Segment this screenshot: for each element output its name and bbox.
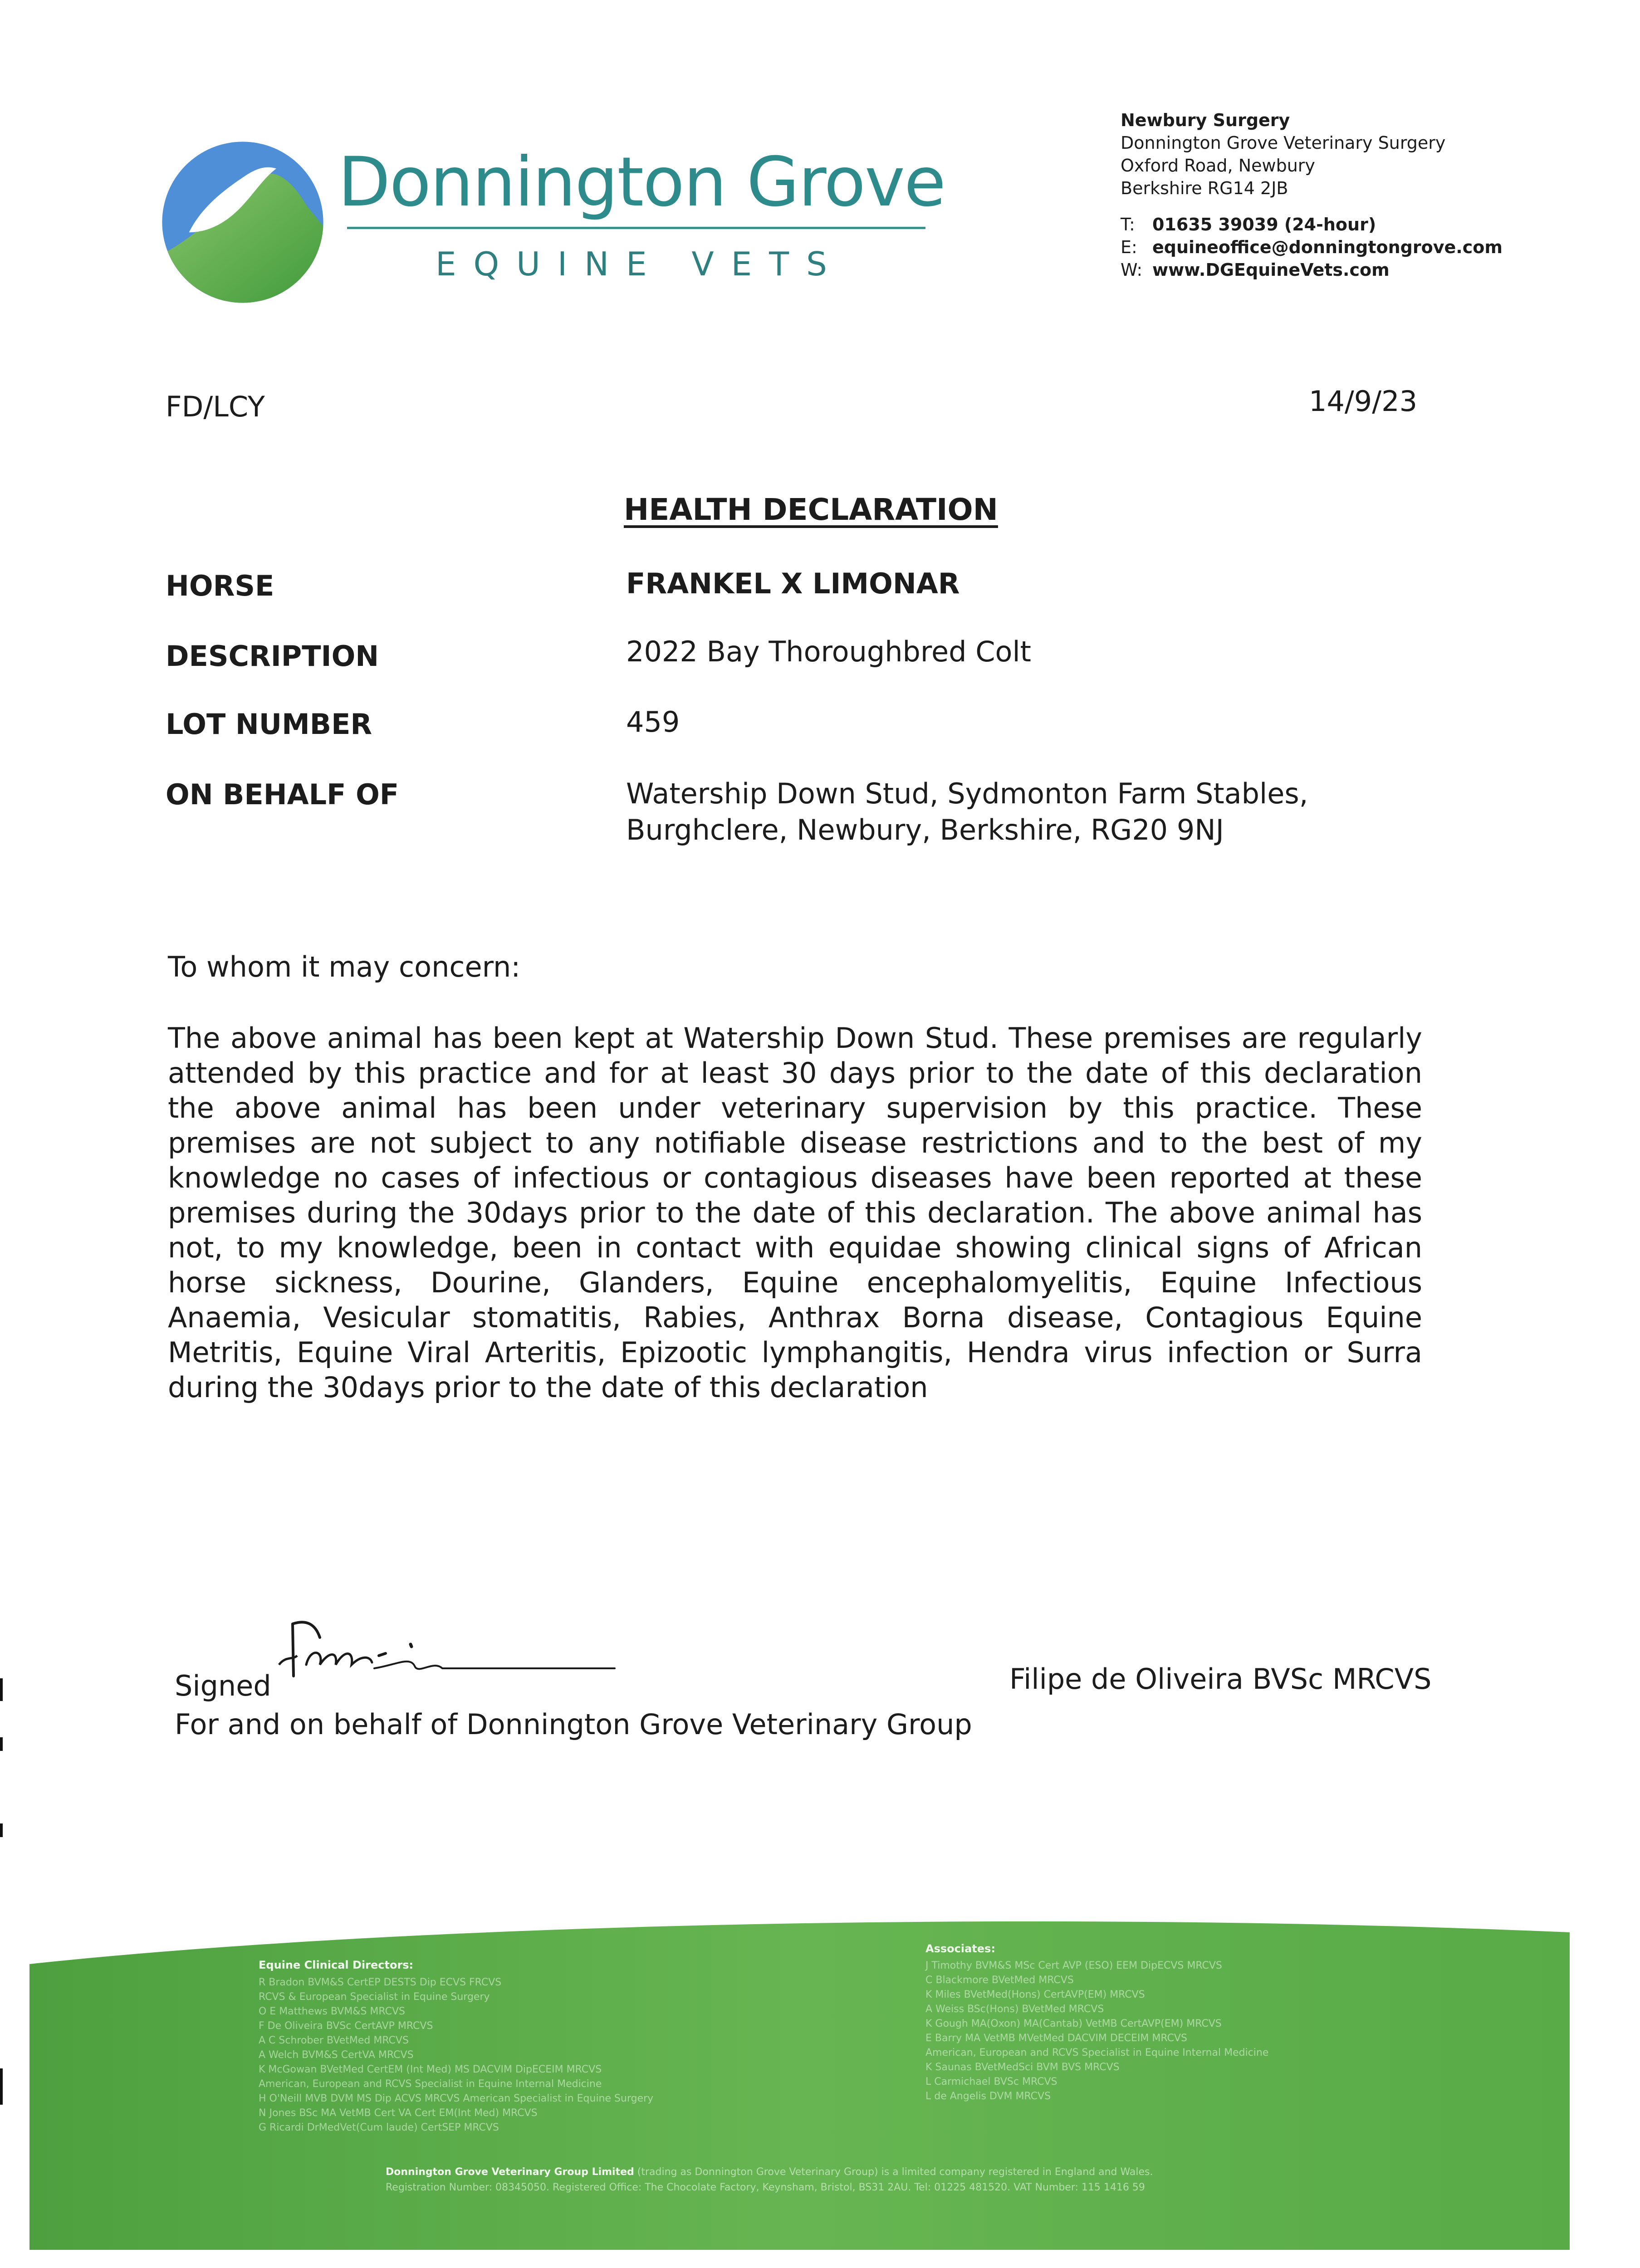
footer-company-info <box>386 2165 1153 2195</box>
brand-subtitle: EQUINE VETS <box>436 245 844 283</box>
document-title: HEALTH DECLARATION <box>624 492 998 527</box>
company-name: Donnington Grove Veterinary Group Limited <box>386 2166 634 2178</box>
salutation: To whom it may concern: <box>168 950 521 983</box>
list-item: C Blackmore BVetMed MRCVS <box>925 1975 1074 1986</box>
contact-website: W: www.DGEquineVets.com <box>1121 260 1390 280</box>
list-item: N Jones BSc MA VetMB Cert VA Cert EM(Int Med) MRCVS <box>259 2107 538 2119</box>
document-date: 14/9/23 <box>1309 385 1418 418</box>
list-item: G Ricardi DrMedVet(Cum laude) CertSEP MRCVS <box>259 2122 499 2133</box>
list-item: RCVS & European Specialist in Equine Surgery <box>259 1991 490 2003</box>
footer-directors-list <box>259 1975 653 2135</box>
list-item: American, European and RCVS Specialist in Equine Internal Medicine <box>925 2047 1269 2058</box>
list-item: American, European and RCVS Specialist in Equine Internal Medicine <box>259 2078 602 2090</box>
field-label-lot-number: LOT NUMBER <box>166 708 372 741</box>
scan-mark <box>0 2068 3 2105</box>
field-label-on-behalf-of: ON BEHALF OF <box>166 778 399 811</box>
field-value-lot-number: 459 <box>626 705 680 738</box>
handwritten-signature-icon <box>261 1588 628 1706</box>
contact-details <box>1121 213 1503 281</box>
brand-divider <box>347 227 925 229</box>
address-line: Oxford Road, Newbury <box>1121 156 1315 176</box>
footer-associates-list <box>925 1959 1268 2104</box>
footer-directors-title: Equine Clinical Directors: <box>259 1959 414 1971</box>
scan-mark <box>0 1678 3 1701</box>
list-item: J Timothy BVM&S MSc Cert AVP (ESO) EEM DipECVS MRCVS <box>925 1960 1222 1971</box>
donnington-grove-logo-icon <box>159 138 327 306</box>
list-item: E Barry MA VetMB MVetMed DACVIM DECEIM MRCVS <box>925 2033 1187 2044</box>
field-value-on-behalf-of <box>626 776 1308 848</box>
list-item: L Carmichael BVSc MRCVS <box>925 2076 1057 2087</box>
reference-code: FD/LCY <box>166 390 265 423</box>
list-item: K Gough MA(Oxon) MA(Cantab) VetMB CertAVP(EM) MRCVS <box>925 2018 1222 2029</box>
field-label-horse: HORSE <box>166 569 274 602</box>
contact-email: E: equineoffice@donningtongrove.com <box>1121 237 1503 257</box>
list-item: K McGowan BVetMed CertEM (Int Med) MS DACVIM DipECEIM MRCVS <box>259 2064 602 2075</box>
list-item: F De Oliveira BVSc CertAVP MRCVS <box>259 2020 433 2032</box>
surgery-address <box>1121 109 1445 200</box>
address-line: Donnington Grove Veterinary Surgery <box>1121 133 1446 153</box>
brand-name: Donnington Grove <box>338 143 945 222</box>
vet-name: Filipe de Oliveira BVSc MRCVS <box>1009 1662 1432 1696</box>
company-line: (trading as Donnington Grove Veterinary Group) is a limited company registered in England and Wales. <box>637 2166 1153 2178</box>
list-item: H O'Neill MVB DVM MS Dip ACVS MRCVS American Specialist in Equine Surgery <box>259 2093 654 2104</box>
list-item: K Miles BVetMed(Hons) CertAVP(EM) MRCVS <box>925 1989 1145 2000</box>
list-item: A Weiss BSc(Hons) BVetMed MRCVS <box>925 2004 1104 2015</box>
declaration-body: The above animal has been kept at Watership Down Stud. These premises are regularly attended by this practice and for at least 30 days prior to the date of this declaration the above animal has been under veterinary supervision by this practice. These premises are not subject to any notifiable disease restrictions and to the best of my knowledge no cases of infectious or contagious diseases have been reported at these premises during the 30days prior to the date of this declaration. The above animal has not, to my knowledge, been in contact with equidae showing clinical signs of African horse sickness, Dourine, Glanders, Equine encephalomyelitis, Equine Infectious Anaemia, Vesicular stomatitis, Rabies, Anthrax Borna disease, Contagious Equine Metritis, Equine Viral Arteritis, Epizootic lymphangitis, Hendra virus infection or Surra during the 30days prior to the date of this declaration <box>168 1022 1422 1404</box>
footer-associates-title: Associates: <box>925 1942 995 1955</box>
list-item: R Bradon BVM&S CertEP DESTS Dip ECVS FRCVS <box>259 1977 502 1988</box>
company-line: Registration Number: 08345050. Registered Office: The Chocolate Factory, Keynsham, Bristol, BS31 2AU. Tel: 01225 481520. VAT Number: 115 1416 59 <box>386 2182 1145 2193</box>
address-line: Berkshire RG14 2JB <box>1121 178 1288 198</box>
signed-on-behalf-of: For and on behalf of Donnington Grove Veterinary Group <box>175 1708 972 1741</box>
list-item: A C Schrober BVetMed MRCVS <box>259 2035 409 2046</box>
scan-mark <box>0 1737 3 1751</box>
contact-phone: T: 01635 39039 (24-hour) <box>1121 215 1376 235</box>
footer-band <box>0 1905 1640 2268</box>
list-item: A Welch BVM&S CertVA MRCVS <box>259 2049 414 2061</box>
list-item: L de Angelis DVM MRCVS <box>925 2091 1051 2102</box>
field-value-description: 2022 Bay Thoroughbred Colt <box>626 635 1031 668</box>
field-label-description: DESCRIPTION <box>166 640 379 673</box>
list-item: K Saunas BVetMedSci BVM BVS MRCVS <box>925 2062 1120 2073</box>
behalf-line: Watership Down Stud, Sydmonton Farm Stables, <box>626 777 1308 810</box>
scan-mark <box>0 1823 3 1837</box>
behalf-line: Burghclere, Newbury, Berkshire, RG20 9NJ <box>626 813 1224 846</box>
field-value-horse: FRANKEL X LIMONAR <box>626 567 960 600</box>
list-item: O E Matthews BVM&S MRCVS <box>259 2006 405 2017</box>
surgery-name: Newbury Surgery <box>1121 110 1290 130</box>
signed-label: Signed <box>175 1669 271 1702</box>
